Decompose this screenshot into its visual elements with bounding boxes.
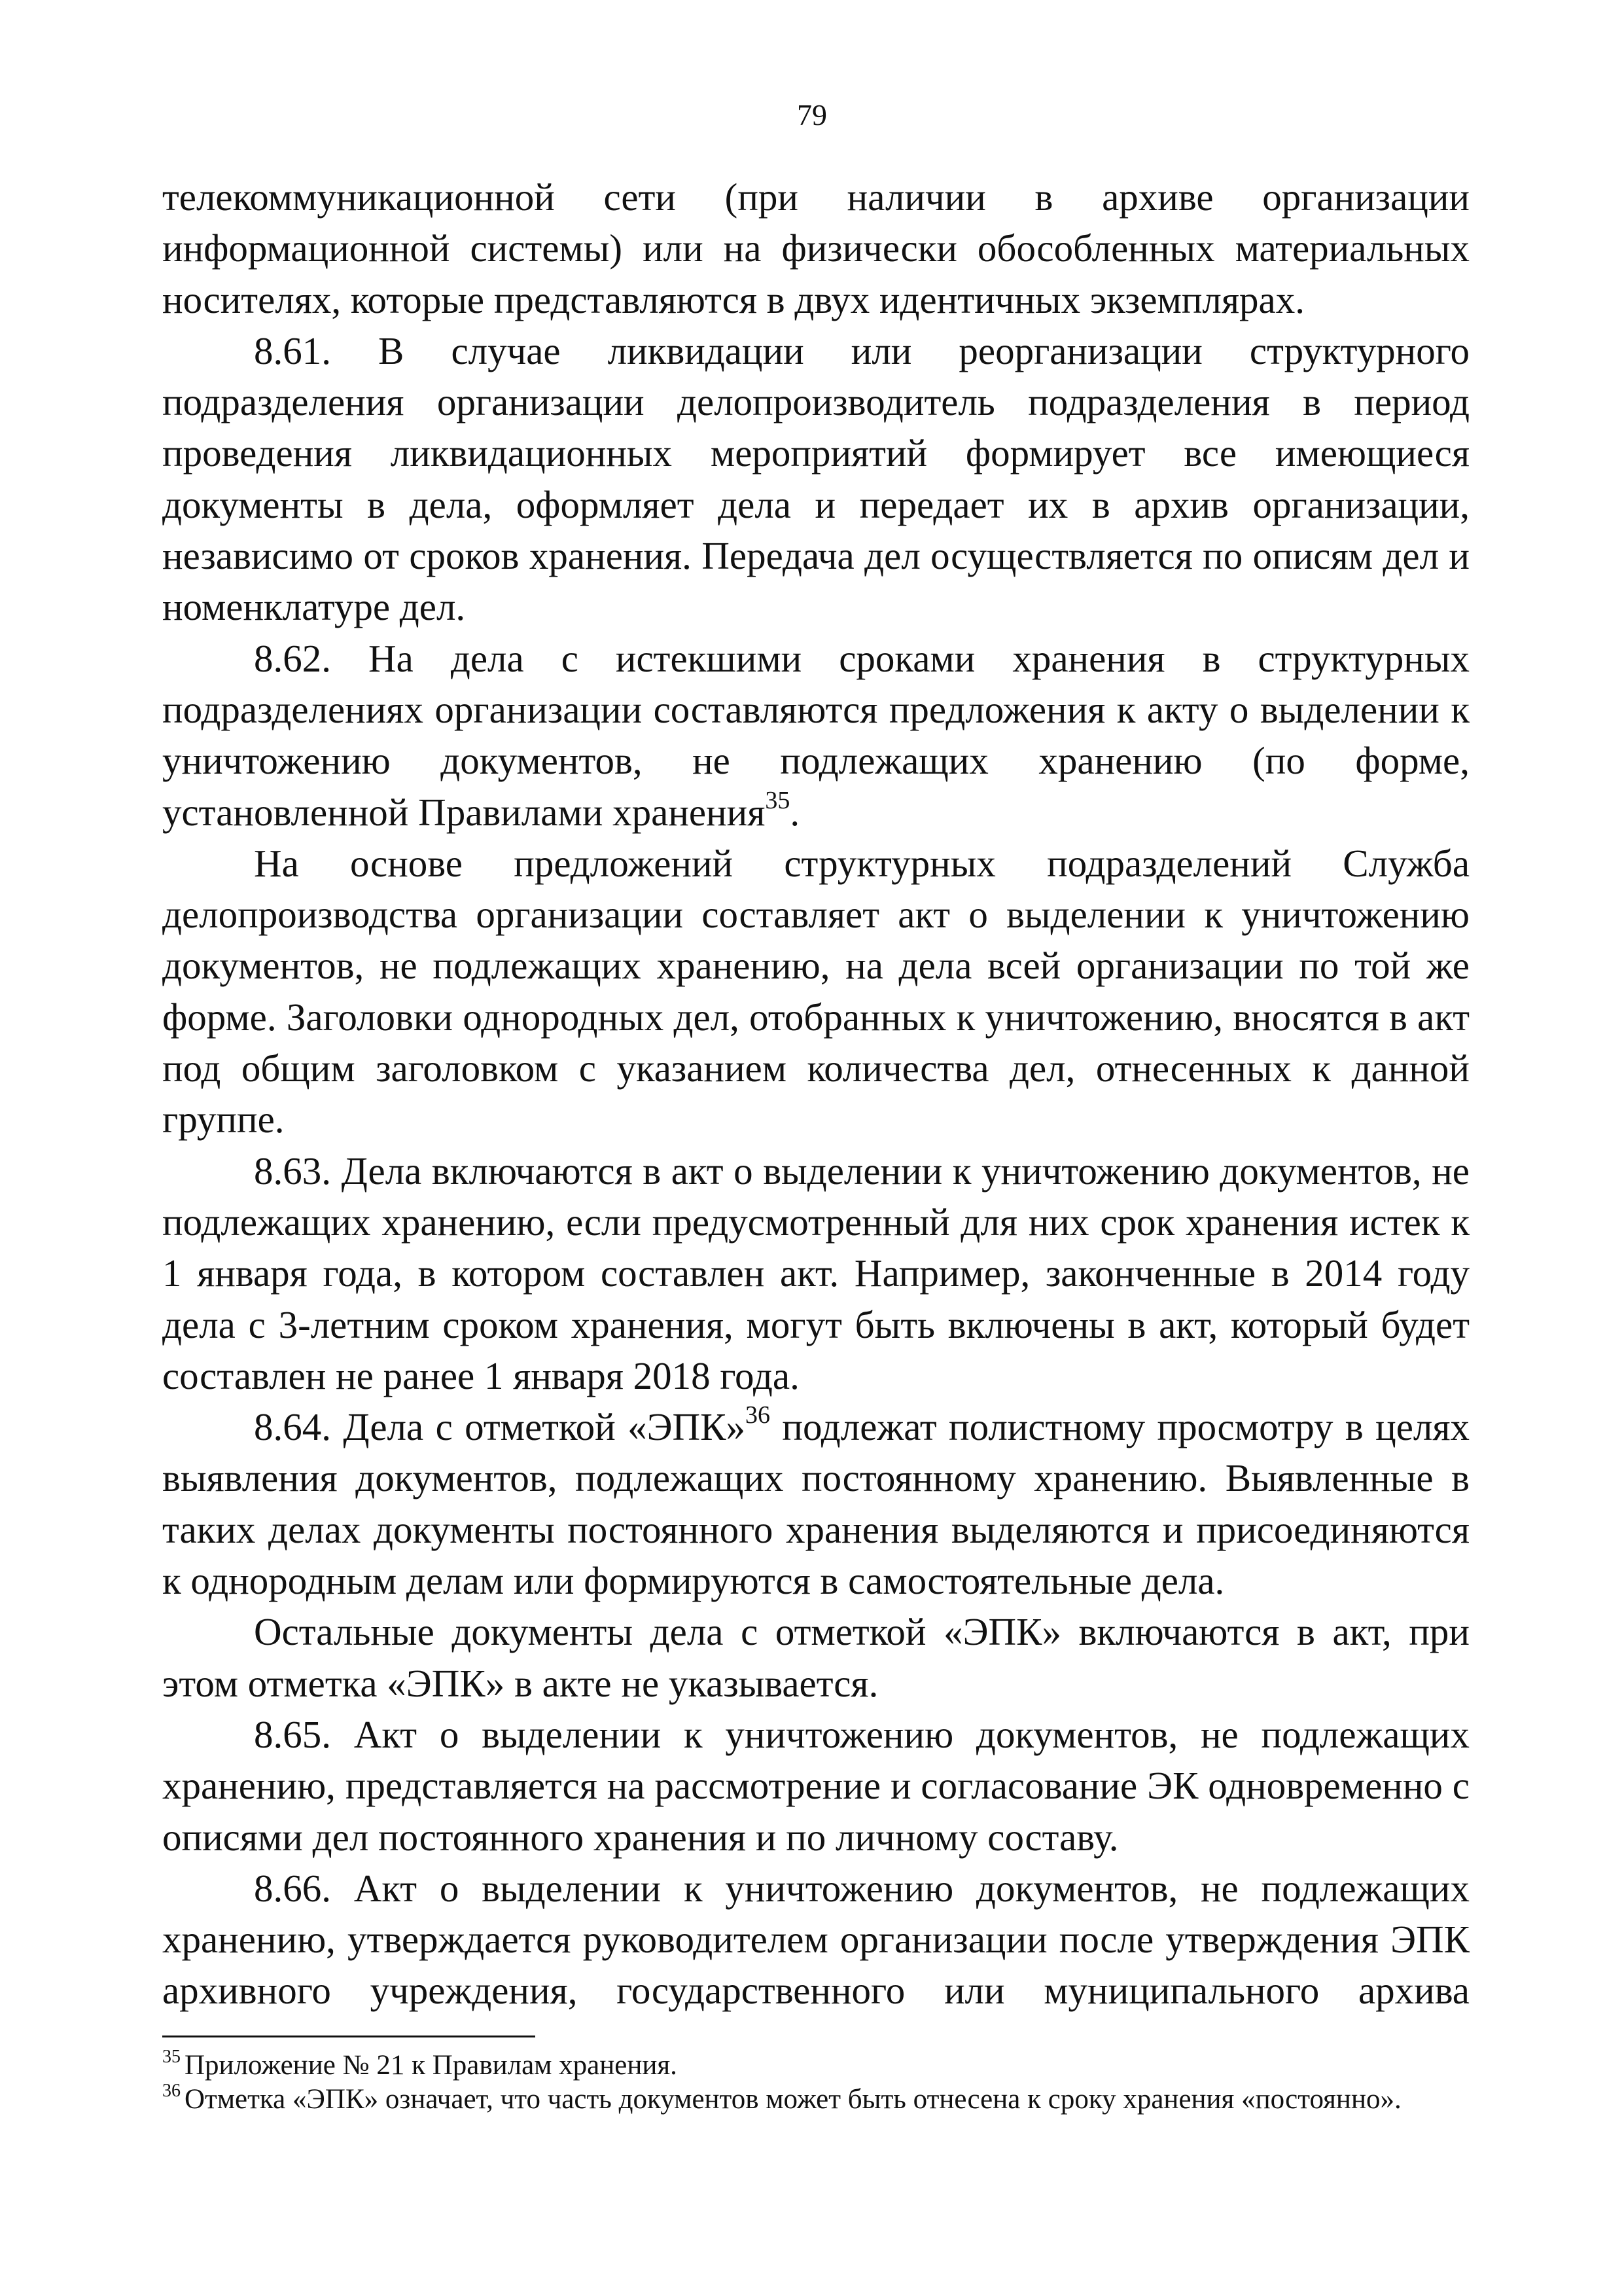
footnote-35 (162, 2049, 1470, 2083)
page-number: 79 (797, 98, 827, 132)
paragraph-continued-line-3: носителях, которые представляются в двух идентичных экземплярах. (162, 278, 1305, 321)
paragraph-8-62-continued: На основе предложений структурных подразделений Служба делопроизводства организации составляет акт о выделении к уничтожению документов, не подлежащих хранению, на дела всей организации по той же форме. Заголовки однородных дел, отобранных к уничтожению, вносятся в акт под общим заголовком с указанием количества дел, отнесенных к данной группе. (162, 841, 1470, 1141)
paragraph-8-65: 8.65. Акт о выделении к уничтожению документов, не подлежащих хранению, представляется на рассмотрение и согласование ЭК одновременно с описями дел постоянного хранения и по личному составу. (162, 1712, 1470, 1859)
paragraph-8-61: 8.61. В случае ликвидации или реорганизации структурного подразделения организации делопроизводитель подразделения в период проведения ликвидационных мероприятий формирует все имеющиеся документы в дела, оформляет дела и передает их в архив организации, независимо от сроков хранения. Передача дел осуществляется по описям дел и номенклатуре дел. (162, 329, 1470, 629)
paragraph-8-62 (162, 633, 1470, 838)
footnote-36-text: Отметка «ЭПК» означает, что часть документов может быть отнесена к сроку хранения «постоянно». (185, 2084, 1402, 2115)
paragraph-8-64-start: 8.64. Дела с отметкой «ЭПК» (254, 1405, 746, 1449)
paragraph-8-64-continued: Остальные документы дела с отметкой «ЭПК» включаются в акт, при этом отметка «ЭПК» в акте не указывается. (162, 1610, 1470, 1705)
footnote-mark-35: 35 (162, 2047, 181, 2067)
paragraph-continued-line-1: телекоммуникационной сети (при наличии в архиве организации (162, 175, 1470, 219)
paragraph-8-64 (162, 1401, 1470, 1606)
footnote-mark-36: 36 (162, 2081, 181, 2101)
footnote-36 (162, 2083, 1470, 2117)
footnotes (162, 2049, 1470, 2117)
body-text (162, 171, 1470, 2017)
paragraph-8-63: 8.63. Дела включаются в акт о выделении к уничтожению документов, не подлежащих хранению, если предусмотренный для них срок хранения истек к 1 января года, в котором составлен акт. Например, законченные в 2014 году дела с 3-летним сроком хранения, могут быть включены в акт, который будет составлен не ранее 1 января 2018 года. (162, 1149, 1470, 1397)
paragraph-continued-line-2: информационной системы) или на физически обособленных материальных (162, 226, 1470, 270)
footnote-ref-36: 36 (745, 1401, 771, 1429)
paragraph-8-62-text: 8.62. На дела с истекшими сроками хранения в структурных подразделениях организации составляются предложения к акту о выделении к уничтожению документов, не подлежащих хранению (по форме, установленной Правилами хранения (162, 636, 1470, 834)
footnote-35-text: Приложение № 21 к Правилам хранения. (185, 2050, 677, 2081)
footnote-ref-35: 35 (765, 786, 790, 814)
paragraph-8-66: 8.66. Акт о выделении к уничтожению документов, не подлежащих хранению, утверждается руководителем организации после утверждения ЭПК архивного учреждения, государственного или муниципального архива (162, 1866, 1470, 2013)
footnote-divider (162, 2036, 535, 2037)
paragraph-8-62-end: . (790, 790, 800, 834)
paragraph-8-64-rest: подлежат полистному просмотру в целях выявления документов, подлежащих постоянному хранению. Выявленные в таких делах документы постоянного хранения выделяются и присоединяются к однородным делам или формируются в самостоятельные дела. (162, 1405, 1470, 1603)
